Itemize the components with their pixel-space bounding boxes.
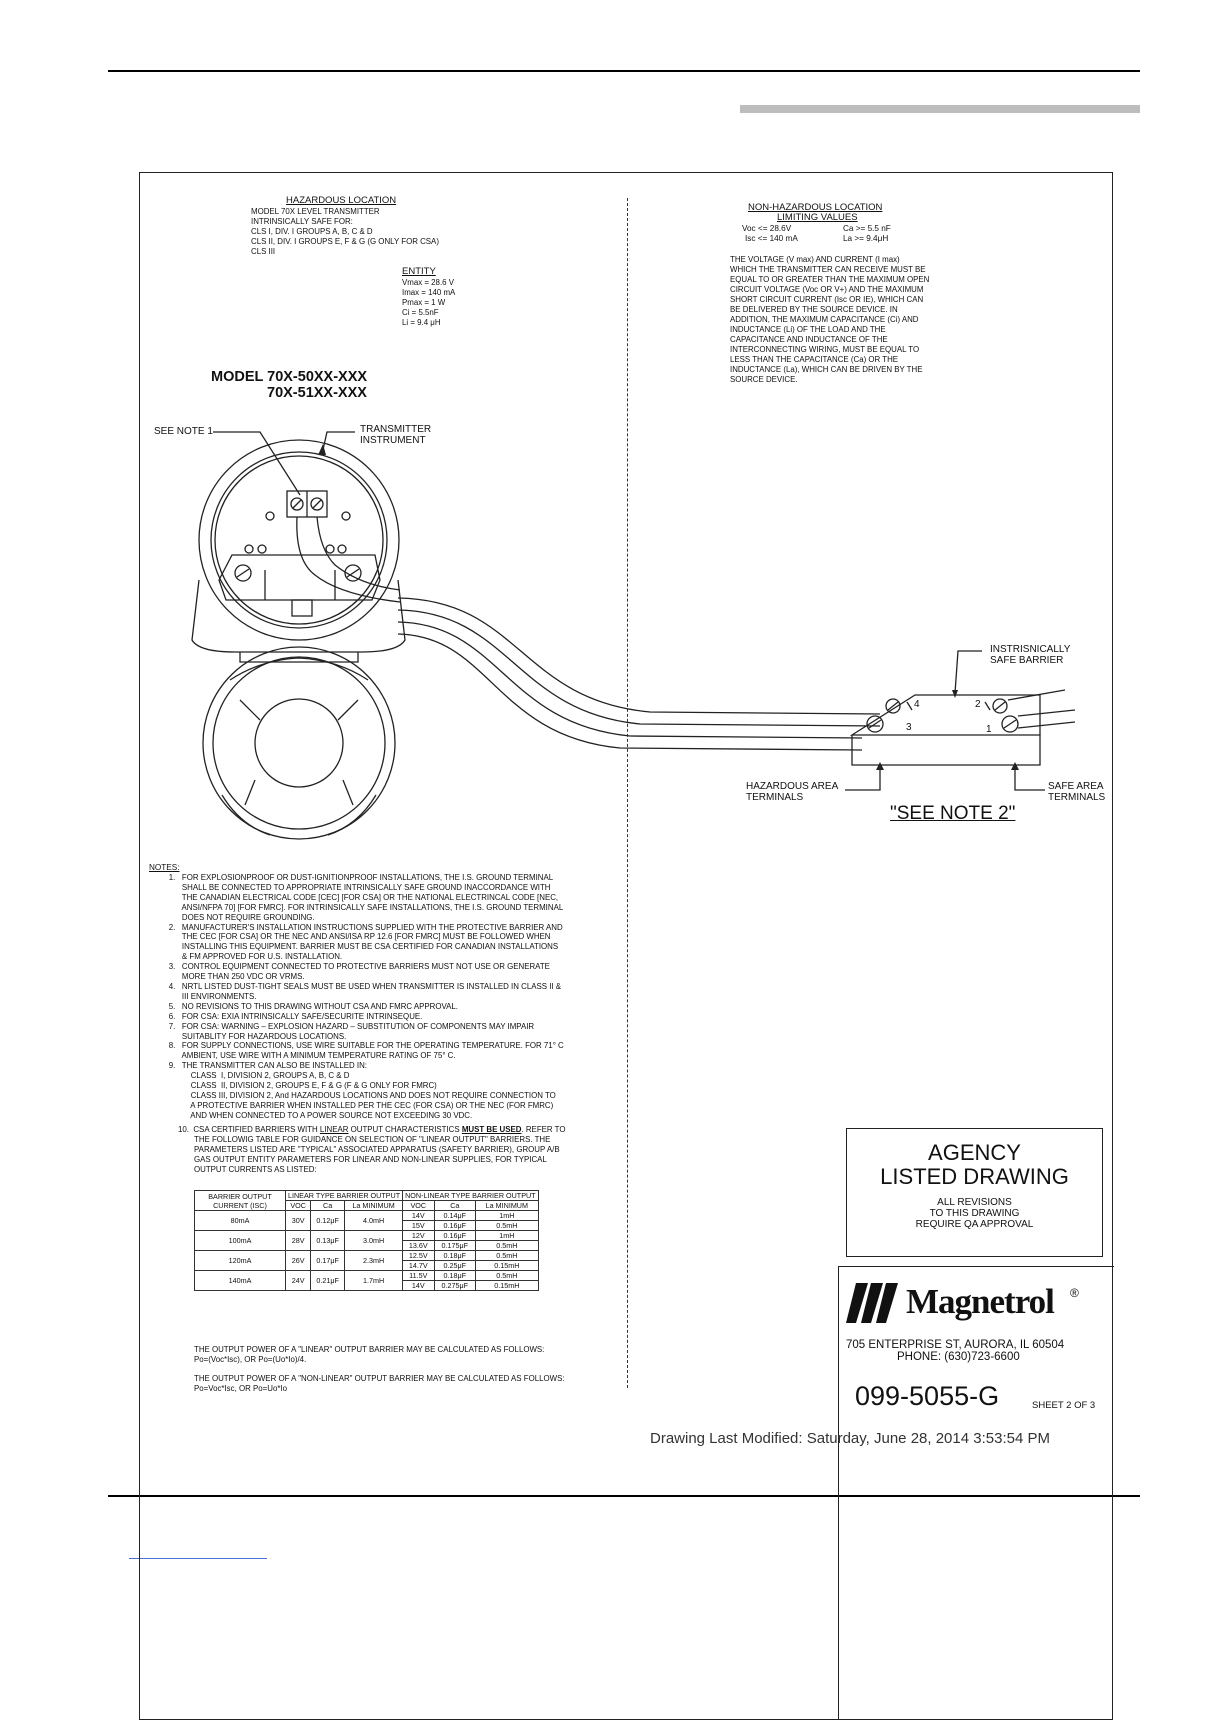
table-cell-nonlinear: 14V <box>403 1211 434 1221</box>
model-line-2: 70X-51XX-XXX <box>267 385 367 401</box>
see-note-1-label: SEE NOTE 1 <box>154 426 213 437</box>
cable-run <box>398 598 880 750</box>
transmitter-cover <box>203 647 395 839</box>
barrier-label-2: SAFE BARRIER <box>990 655 1064 666</box>
hazardous-terminals-label-2: TERMINALS <box>746 792 804 803</box>
table-subheader: VOC <box>286 1201 311 1211</box>
entity-imax: Imax = 140 mA <box>402 288 456 297</box>
drawing-number: 099-5055-G <box>855 1381 1000 1411</box>
nonhazardous-paragraph-line: ADDITION, THE MAXIMUM CAPACITANCE (Ci) AND <box>730 315 919 324</box>
nonhazardous-heading: NON-HAZARDOUS LOCATION <box>748 202 883 213</box>
table-cell-ca: 0.12μF <box>311 1211 345 1231</box>
company-name: Magnetrol <box>906 1282 1054 1321</box>
la-limit: La >= 9.4μH <box>843 234 889 243</box>
registered-mark: ® <box>1070 1286 1079 1300</box>
table-row <box>195 1271 539 1281</box>
agency-sub-3: REQUIRE QA APPROVAL <box>915 1219 1034 1230</box>
table-subheader: La MINIMUM <box>345 1201 403 1211</box>
magnetrol-logo-mark <box>846 1283 904 1323</box>
notes-body: 1. FOR EXPLOSIONPROOF OR DUST-IGNITIONPROOF INSTALLATIONS, THE I.S. GROUND TERMINAL SHALL BE CONNECTED TO APPROPRIATE INTRINSICALLY SAFE GROUND INACCORDANCE WITH THE CANADIAN ELECTRICAL CODE [CEC] [FOR CSA] OR THE NATIONAL ELECTRINCAL CODE [NEC, ANSI/NFPA 70] [FOR FMRC]. FOR INTRINSICALLY SAFE INSTALLATIONS, THE I.S. GROUND TERMINAL DOES NOT REQUIRE GROUNDING. 2. MANUFACTURER'S INSTALLATION INSTRUCTIONS SUPPLIED WITH THE PROTECTIVE BARRIER AND THE CEC [FOR CSA] OR THE NEC AND ANSI/ISA RP 12.6 [FOR FMRC] MUST BE FOLLOWED WHEN INSTALLING THIS EQUIPMENT. BARRIER MUST BE CSA CERTIFIED FOR CANADIAN INSTALLATIONS & FM APPROVED FOR U.S. INSTALLATION. 3. CONTROL EQUIPMENT CONNECTED TO PROTECTIVE BARRIERS MUST NOT USE OR GENERATE MORE THAN 250 VDC OR VRMS. 4. NRTL LISTED DUST-TIGHT SEALS MUST BE USED WHEN TRANSMITTER IS INSTALLED IN CLASS II & III ENVIRONMENTS. 5. NO REVISIONS TO THIS DRAWING WITHOUT CSA AND FMRC APPROVAL. 6. FOR CSA: EXIA INTRINSICALLY SAFE/SECURITE INTRINSEQUE. 7. FOR CSA: WARNING – EXPLOSION HAZARD – SUBSTITUTION OF COMPONENTS MAY IMPAIR SUITABLITY FOR HAZARDOUS LOCATIONS. 8. FOR SUPPLY CONNECTIONS, USE WIRE SUITABLE FOR THE OPERATING TEMPERATURE. FOR 71° C AMBIENT, USE WIRE WITH A MINIMUM TEMPERATURE RATING OF 75° C. 9. THE TRANSMITTER CAN ALSO BE INSTALLED IN: CLASS I, DIVISION 2, GROUPS A, B, C & D CLASS II, DIVISION 2, GROUPS E, F & G (F & G ONLY FOR FMRC) CLASS III, DIVISION 2, And HAZARDOUS LOCATIONS AND DOES NOT REQUIRE CONNECTION TO A PROTECTIVE BARRIER WHEN INSTALLED PER THE CEC (FOR CSA) OR THE NEC (FOR FMRC) AND WHEN CONNECTED TO A POWER SOURCE NOT EXCEEDING 30 VDC. <box>168 873 564 1120</box>
table-cell-nonlinear: 1mH <box>476 1211 538 1221</box>
last-modified: Drawing Last Modified: Saturday, June 28, 2014 3:53:54 PM <box>650 1430 1050 1447</box>
note-10-first-line <box>178 1125 565 1135</box>
terminal-2: 2 <box>975 699 981 710</box>
nonhazardous-paragraph-line: INDUCTANCE (Li) OF THE LOAD AND THE <box>730 325 886 334</box>
transmitter-housing <box>192 440 405 662</box>
safe-terminals-label-1: SAFE AREA <box>1048 781 1104 792</box>
hazardous-terminal-leader <box>845 770 880 790</box>
model-line-1: MODEL 70X-50XX-XXX <box>211 369 368 385</box>
note-10-rest: THE FOLLOWIG TABLE FOR GUIDANCE ON SELECTION OF "LINEAR OUTPUT" BARRIERS. THE PARAMETERS LISTED ARE "TYPICAL" ASSOCIATED APPARATUS (SAFETY BARRIER), GROUP A/B GAS OUTPUT ENTITY PARAMETERS FOR LINEAR AND NON-LINEAR SUPPLIES, FOR TYPICAL OUTPUT CURRENTS AS LISTED: <box>194 1135 560 1174</box>
transmitter-label-1: TRANSMITTER <box>360 424 432 435</box>
note-10-must-be-used: MUST BE USED <box>461 1125 522 1134</box>
agency-sub-2: TO THIS DRAWING <box>929 1208 1020 1219</box>
barrier-leader <box>955 651 982 693</box>
table-cell-ca: 0.13μF <box>311 1231 345 1251</box>
terminal-1: 1 <box>986 724 992 735</box>
terminal-4: 4 <box>914 699 920 710</box>
company-address: 705 ENTERPRISE ST, AURORA, IL 60504 <box>846 1339 1065 1351</box>
table-header-barrier: BARRIER OUTPUT CURRENT (ISC) <box>195 1191 286 1211</box>
nonlinear-power-formula: Po=Voc*Isc, OR Po=Uo*Io <box>194 1384 287 1393</box>
note-10-prefix: 10. CSA CERTIFIED BARRIERS WITH <box>178 1125 320 1134</box>
table-cell-la: 2.3mH <box>345 1251 403 1271</box>
hazardous-line: MODEL 70X LEVEL TRANSMITTER <box>251 207 380 216</box>
nonhazardous-paragraph-line: BE DELIVERED BY THE SOURCE DEVICE. IN <box>730 305 898 314</box>
table-subheader: La MINIMUM <box>476 1201 538 1211</box>
table-cell-nonlinear: 0.5mH <box>476 1271 538 1281</box>
terminal-3: 3 <box>906 722 912 733</box>
table-cell-nonlinear: 0.18μF <box>434 1251 476 1261</box>
hazardous-line: CLS III <box>251 247 276 256</box>
hazardous-terminals-label-1: HAZARDOUS AREA <box>746 781 839 792</box>
nonhazardous-paragraph-line: INTERCONNECTING WIRING, MUST BE EQUAL TO <box>730 345 920 354</box>
table-cell-voc: 30V <box>286 1211 311 1231</box>
nonhazardous-paragraph-line: SHORT CIRCUIT CURRENT (Isc OR IE), WHICH CAN <box>730 295 924 304</box>
barrier-table <box>194 1190 539 1291</box>
title-block <box>838 1266 1114 1720</box>
voc-limit: Voc <= 28.6V <box>742 224 792 233</box>
table-cell-isc: 120mA <box>195 1251 286 1271</box>
table-cell-nonlinear: 0.5mH <box>476 1241 538 1251</box>
table-cell-nonlinear: 0.175μF <box>434 1241 476 1251</box>
table-subheader: Ca <box>434 1201 476 1211</box>
table-cell-voc: 24V <box>286 1271 311 1291</box>
table-cell-nonlinear: 0.275μF <box>434 1281 476 1291</box>
table-cell-nonlinear: 0.15mH <box>476 1261 538 1271</box>
table-row <box>195 1211 539 1221</box>
nonhazardous-paragraph-line: LESS THAN THE CAPACITANCE (Ca) OR THE <box>730 355 899 364</box>
agency-listed-box <box>846 1128 1103 1257</box>
safe-barrier <box>852 690 1075 765</box>
barrier-label-1: INSTRISNICALLY <box>990 644 1071 655</box>
entity-heading: ENTITY <box>402 266 436 277</box>
entity-vmax: Vmax = 28.6 V <box>402 278 454 287</box>
nonlinear-power-text: THE OUTPUT POWER OF A "NON-LINEAR" OUTPUT BARRIER MAY BE CALCULATED AS FOLLOWS: <box>194 1374 565 1383</box>
table-cell-nonlinear: 0.5mH <box>476 1221 538 1231</box>
entity-ci: Ci = 5.5nF <box>402 308 439 317</box>
table-cell-isc: 100mA <box>195 1231 286 1251</box>
table-cell-nonlinear: 0.25μF <box>434 1261 476 1271</box>
notes-heading: NOTES: <box>149 863 180 872</box>
see-note-2-label: "SEE NOTE 2" <box>890 803 1016 824</box>
transmitter-label-2: INSTRUMENT <box>360 435 426 446</box>
agency-sub-1: ALL REVISIONS <box>937 1197 1012 1208</box>
table-cell-isc: 140mA <box>195 1271 286 1291</box>
safe-terminal-leader <box>1015 770 1045 790</box>
ca-limit: Ca >= 5.5 nF <box>843 224 891 233</box>
isc-limit: Isc <= 140 mA <box>745 234 798 243</box>
note-10-end: . REFER TO <box>521 1125 566 1134</box>
note-10-linear: LINEAR <box>319 1125 349 1134</box>
table-cell-nonlinear: 12.5V <box>403 1251 434 1261</box>
table-cell-voc: 28V <box>286 1231 311 1251</box>
nonhazardous-paragraph-line: CAPACITANCE AND INDUCTANCE OF THE <box>730 335 888 344</box>
table-cell-nonlinear: 1mH <box>476 1231 538 1241</box>
agency-title-2: LISTED DRAWING <box>880 1164 1069 1189</box>
hazardous-line: INTRINSICALLY SAFE FOR: <box>251 217 353 226</box>
table-subheader: Ca <box>311 1201 345 1211</box>
table-cell-nonlinear: 13.6V <box>403 1241 434 1251</box>
hazardous-line: CLS II, DIV. I GROUPS E, F & G (G ONLY FOR CSA) <box>251 237 439 246</box>
table-cell-nonlinear: 0.16μF <box>434 1231 476 1241</box>
table-cell-nonlinear: 14V <box>403 1281 434 1291</box>
linear-power-formula: Po=(Voc*Isc), OR Po=(Uo*Io)/4. <box>194 1355 307 1364</box>
transmitter-leader <box>322 432 355 454</box>
company-phone: PHONE: (630)723-6600 <box>897 1351 1020 1363</box>
nonhazardous-paragraph-line: WHICH THE TRANSMITTER CAN RECEIVE MUST BE <box>730 265 926 274</box>
table-cell-ca: 0.21μF <box>311 1271 345 1291</box>
table-cell-isc: 80mA <box>195 1211 286 1231</box>
table-header-linear: LINEAR TYPE BARRIER OUTPUT <box>286 1191 403 1201</box>
table-cell-la: 4.0mH <box>345 1211 403 1231</box>
hazardous-line: CLS I, DIV. I GROUPS A, B, C & D <box>251 227 373 236</box>
limiting-values-heading: LIMITING VALUES <box>777 212 858 223</box>
table-cell-nonlinear: 0.18μF <box>434 1271 476 1281</box>
sheet-number: SHEET 2 OF 3 <box>1032 1400 1096 1411</box>
nonhazardous-paragraph-line: EQUAL TO OR GREATER THAN THE MAXIMUM OPEN <box>730 275 930 284</box>
table-cell-nonlinear: 12V <box>403 1231 434 1241</box>
agency-title-1: AGENCY <box>928 1140 1021 1165</box>
table-cell-nonlinear: 14.7V <box>403 1261 434 1271</box>
table-cell-nonlinear: 11.5V <box>403 1271 434 1281</box>
table-cell-la: 3.0mH <box>345 1231 403 1251</box>
table-header-nonlinear: NON-LINEAR TYPE BARRIER OUTPUT <box>403 1191 538 1201</box>
nonhazardous-paragraph-line: INDUCTANCE (La), WHICH CAN BE DRIVEN BY THE <box>730 365 923 374</box>
table-cell-nonlinear: 0.5mH <box>476 1251 538 1261</box>
table-cell-la: 1.7mH <box>345 1271 403 1291</box>
entity-li: Li = 9.4 μH <box>402 318 441 327</box>
table-row <box>195 1251 539 1261</box>
nonhazardous-paragraph-line: THE VOLTAGE (V max) AND CURRENT (I max) <box>730 255 900 264</box>
linear-power-text: THE OUTPUT POWER OF A "LINEAR" OUTPUT BARRIER MAY BE CALCULATED AS FOLLOWS: <box>194 1345 545 1354</box>
table-cell-nonlinear: 15V <box>403 1221 434 1231</box>
note-10-mid: OUTPUT CHARACTERISTICS <box>348 1125 462 1134</box>
hazardous-heading: HAZARDOUS LOCATION <box>286 195 397 206</box>
table-cell-nonlinear: 0.16μF <box>434 1221 476 1231</box>
table-cell-nonlinear: 0.15mH <box>476 1281 538 1291</box>
table-cell-nonlinear: 0.14μF <box>434 1211 476 1221</box>
nonhazardous-paragraph-line: CIRCUIT VOLTAGE (Voc OR V+) AND THE MAXIMUM <box>730 285 924 294</box>
entity-pmax: Pmax = 1 W <box>402 298 446 307</box>
table-row <box>195 1231 539 1241</box>
table-cell-ca: 0.17μF <box>311 1251 345 1271</box>
table-cell-voc: 26V <box>286 1251 311 1271</box>
table-subheader: VOC <box>403 1201 434 1211</box>
nonhazardous-paragraph-line: SOURCE DEVICE. <box>730 375 798 384</box>
safe-terminals-label-2: TERMINALS <box>1048 792 1106 803</box>
